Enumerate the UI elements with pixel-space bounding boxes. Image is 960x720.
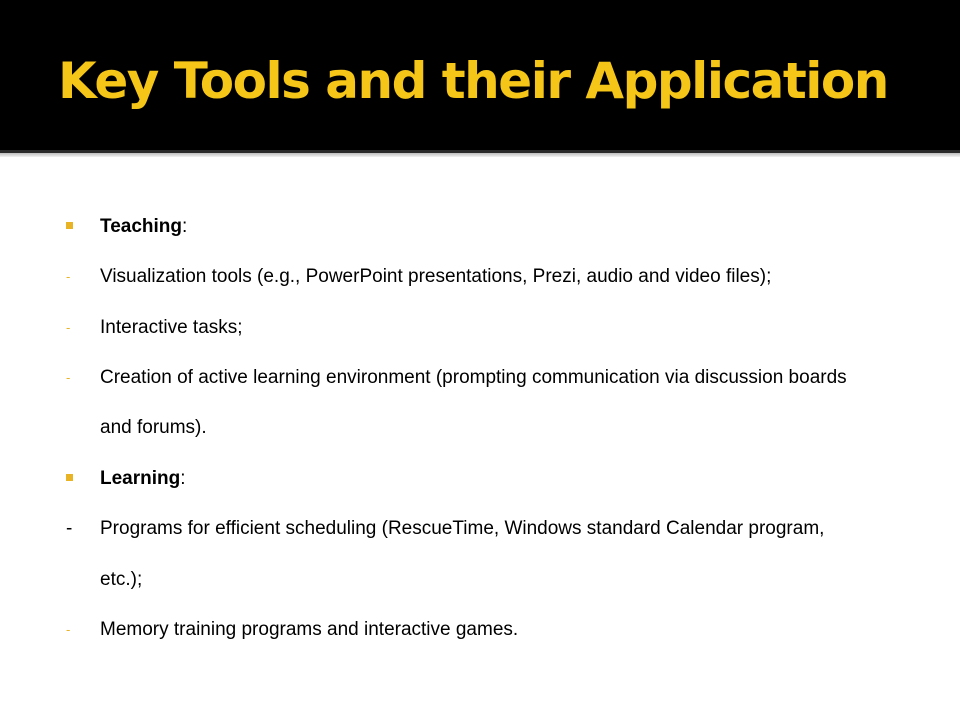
list-item <box>0 514 960 544</box>
list-item <box>0 262 960 292</box>
list-item <box>0 615 960 645</box>
list-item-text: Memory training programs and interactive games. <box>100 619 519 640</box>
list-item-continuation <box>0 413 960 443</box>
list-item <box>0 313 960 343</box>
list-item-text: etc.); <box>100 569 143 590</box>
list-item <box>0 363 960 393</box>
list-item-text: Interactive tasks; <box>100 317 243 338</box>
heading-colon: : <box>180 468 186 489</box>
dash-bullet-icon: - <box>66 622 71 637</box>
section-heading-teaching <box>0 212 960 242</box>
list-item-text: Creation of active learning environment (prompting communication via discussion boards <box>100 367 847 388</box>
heading-colon: : <box>182 216 188 237</box>
dash-bullet-icon: - <box>66 269 71 284</box>
slide-title: Key Tools and their Application <box>58 52 888 110</box>
dash-bullet-icon: - <box>66 320 71 335</box>
list-item-continuation <box>0 565 960 595</box>
list-item-text: and forums). <box>100 417 207 438</box>
bullet-square-icon <box>66 212 73 242</box>
list-item-text: Programs for efficient scheduling (RescueTime, Windows standard Calendar program, <box>100 518 825 539</box>
heading-teaching: Teaching <box>100 216 182 237</box>
bullet-square-icon <box>66 464 73 494</box>
dash-bullet-icon: - <box>66 370 71 385</box>
heading-learning: Learning <box>100 468 181 489</box>
dash-bullet-icon: - <box>66 518 73 539</box>
list-item-text: Visualization tools (e.g., PowerPoint presentations, Prezi, audio and video files); <box>100 266 772 287</box>
section-heading-learning <box>0 464 960 494</box>
